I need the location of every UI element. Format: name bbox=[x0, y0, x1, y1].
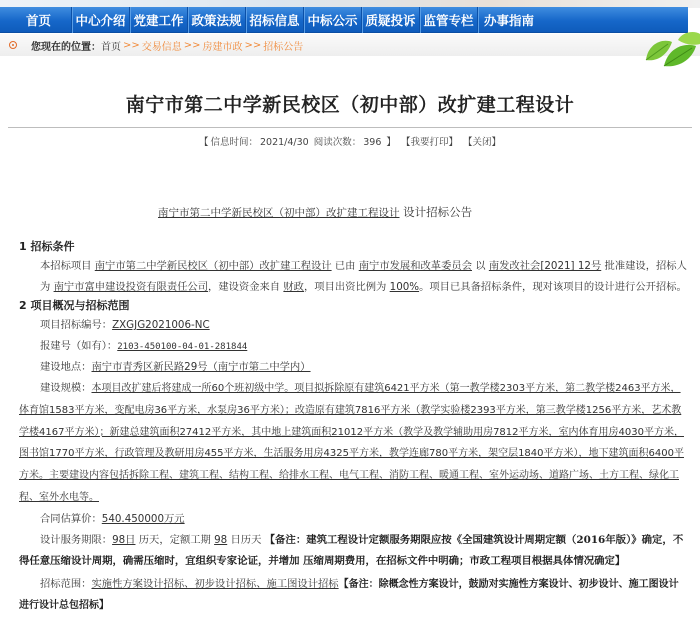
breadcrumb-separator: >> bbox=[244, 39, 262, 51]
project-name: 南宁市第二中学新民校区（初中部）改扩建工程设计 bbox=[94, 260, 332, 272]
nav-item-complaints[interactable]: 质疑投诉 bbox=[362, 7, 420, 33]
text: 已由 bbox=[331, 260, 359, 272]
meta-views-value: 396 bbox=[363, 137, 382, 148]
nav-item-policies[interactable]: 政策法规 bbox=[188, 7, 246, 33]
price-row bbox=[19, 509, 687, 530]
period-paragraph bbox=[19, 530, 687, 572]
print-button[interactable]: 【我要打印】 bbox=[400, 137, 458, 148]
tenderer: 南宁市富申建设投资有限责任公司 bbox=[53, 280, 209, 293]
text: ，建设资金来自 bbox=[208, 280, 284, 293]
text: 批准建设，招标人为 bbox=[40, 260, 687, 293]
section-heading-project-overview: 2 项目概况与招标范围 bbox=[19, 299, 130, 312]
nav-item-guide[interactable]: 办事指南 bbox=[484, 12, 535, 28]
bid-number-row bbox=[19, 315, 687, 336]
scope-note: 【备注：除概念性方案设计，鼓励对实施性方案设计、初步设计、施工图设计进行设计总包招标】 bbox=[19, 578, 679, 611]
location-row bbox=[19, 357, 687, 378]
meta-bracket: 【 bbox=[198, 137, 209, 148]
bid-number-label: 项目招标编号： bbox=[40, 319, 113, 331]
section-heading-tender-conditions: 1 招标条件 bbox=[19, 240, 75, 253]
nav-item-supervision[interactable]: 监管专栏 bbox=[420, 7, 478, 33]
breadcrumb-tender-notice[interactable]: 招标公告 bbox=[263, 41, 304, 53]
location-value: 南宁市青秀区新民路29号（南宁市第二中学内） bbox=[91, 361, 311, 373]
subtitle-suffix: 设计招标公告 bbox=[399, 205, 473, 219]
location-label: 建设地点： bbox=[40, 361, 92, 373]
nav-item-award-notice[interactable]: 中标公示 bbox=[304, 7, 362, 33]
notice-subtitle bbox=[158, 204, 472, 220]
tender-conditions-paragraph bbox=[19, 256, 687, 297]
text: 以 bbox=[472, 260, 489, 272]
scope-value: 实施性方案设计招标、初步设计招标、施工图设计招标 bbox=[91, 577, 339, 590]
fund-ratio: 100% bbox=[389, 280, 420, 293]
location-bullet-icon bbox=[9, 41, 17, 49]
nav-item-tender-info[interactable]: 招标信息 bbox=[246, 7, 304, 33]
breadcrumb-separator: >> bbox=[123, 39, 140, 51]
nav-item-center-intro[interactable]: 中心介绍 bbox=[72, 7, 130, 33]
price-value: 540.450000万元 bbox=[101, 512, 185, 525]
scale-label: 建设规模： bbox=[40, 382, 92, 394]
period-days: 98日 bbox=[112, 533, 136, 546]
nav-item-party-building[interactable]: 党建工作 bbox=[130, 7, 188, 33]
meta-time-label: 信息时间： bbox=[210, 137, 258, 148]
breadcrumb-construction[interactable]: 房建市政 bbox=[202, 41, 243, 53]
report-number-label: 报建号（如有）： bbox=[40, 340, 118, 352]
breadcrumb-separator: >> bbox=[183, 39, 201, 51]
text: 历天，定额工期 bbox=[135, 533, 215, 546]
report-number-row bbox=[19, 336, 687, 357]
approval-doc-no: 南发改社会[2021] 12号 bbox=[488, 260, 602, 272]
period-note: 【备注：建筑工程设计定额服务期限应按《全国建筑设计周期定额（2016年版）》确定，不得任意压缩设计周期，确需压缩时，宜组织专家论证，并增加 压缩周期费用，在招标文件中明确；市政工程项目根据具体情况确定】 bbox=[19, 533, 684, 567]
breadcrumb-label: 您现在的位置： bbox=[31, 41, 101, 53]
scope-paragraph bbox=[19, 574, 687, 616]
bid-number-value: ZXGJG2021006-NC bbox=[112, 319, 210, 331]
quota-days: 98 bbox=[214, 533, 228, 546]
breadcrumb-trade-info[interactable]: 交易信息 bbox=[141, 41, 182, 53]
meta-time-value: 2021/4/30 bbox=[259, 137, 309, 148]
scope-label: 招标范围： bbox=[40, 577, 92, 590]
title-divider bbox=[8, 127, 692, 128]
main-nav bbox=[0, 7, 688, 33]
text: ，项目出资比例为 bbox=[303, 280, 390, 293]
fund-source: 财政 bbox=[283, 280, 304, 293]
text: 。项目已具备招标条件，现对该项目的设计进行公开招标。 bbox=[419, 280, 687, 293]
subtitle-project-name: 南宁市第二中学新民校区（初中部）改扩建工程设计 bbox=[158, 207, 400, 219]
text: 本招标项目 bbox=[40, 260, 95, 272]
article-meta bbox=[0, 134, 700, 148]
report-number-value: 2103-450100-04-01-281844 bbox=[117, 342, 248, 352]
breadcrumb bbox=[0, 34, 700, 56]
approver: 南宁市发展和改革委员会 bbox=[358, 260, 472, 272]
nav-item-home[interactable]: 首页 bbox=[6, 7, 72, 33]
scale-paragraph bbox=[19, 378, 687, 509]
breadcrumb-home-link[interactable]: 首页 bbox=[101, 41, 121, 53]
meta-views-label: 阅读次数： bbox=[313, 137, 362, 148]
meta-bracket: 】 bbox=[386, 137, 396, 148]
scale-value: 本项目改扩建后将建成一所60个班初级中学。项目拟拆除原有建筑6421平方米（第一教学楼2303平方米，第二教学楼2463平方米，体育馆1583平方米，变配电房36平方米，水泵房36平方米）；改造原有建筑7816平方米（教学实验楼2393平方米，第三教学楼1256平方米，艺术教学楼4167平方米）；新建总建筑面积27412平方米，其中地上建筑面积21012平方米（教学及教学辅助用房7812平方米，室内体育用房4030平方米，图书馆1770平方米，行政管理及教研用房455平方米，生活服务用房4325平方米，教学连廊780平方米，架空层1840平方米），地下建筑面积6400平方米。主要建设内容包括拆除工程、建筑工程、结构工程、给排水工程、电气工程、消防工程、暖通工程、室外运动场、道路广场、土方工程、绿化工程、室外水电等。 bbox=[19, 383, 684, 503]
page-title: 南宁市第二中学新民校区（初中部）改扩建工程设计 bbox=[125, 94, 575, 116]
price-label: 合同估算价： bbox=[40, 512, 102, 525]
period-label: 设计服务期限： bbox=[40, 533, 113, 546]
leaves-decoration-icon bbox=[638, 30, 700, 70]
text: 日历天 bbox=[227, 533, 265, 546]
article-body bbox=[19, 238, 687, 616]
close-button[interactable]: 【关闭】 bbox=[463, 137, 502, 148]
